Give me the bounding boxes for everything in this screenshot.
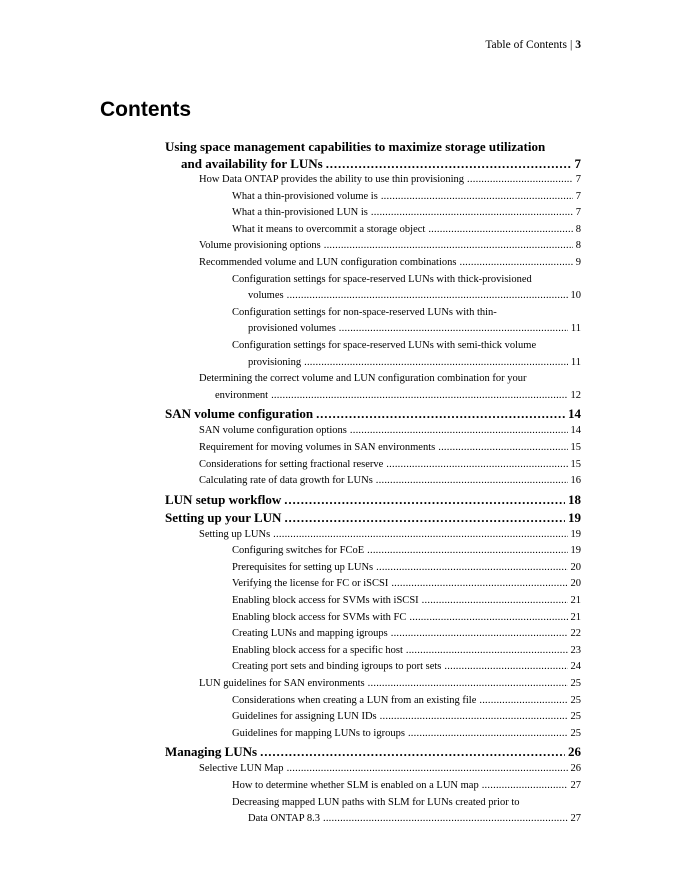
dot-leader [326,155,572,172]
toc-entry[interactable] [165,593,581,610]
toc-entry-title: environment [215,389,269,401]
toc-entry[interactable] [165,543,581,560]
toc-entry-page-number: 11 [570,356,581,368]
toc-entry-title-line1: Configuration settings for space-reserved LUNs with thick-provisioned [232,273,532,285]
toc-entry-title: volumes [248,290,284,302]
toc-entry[interactable] [165,676,581,693]
toc-entry-page-number: 8 [575,240,581,252]
toc-entry-title-line1: Configuration settings for non-space-reserved LUNs with thin- [232,306,497,318]
dot-leader [408,726,568,743]
toc-entry-title: Recommended volume and LUN configuration combinations [199,256,457,268]
dot-leader [391,576,567,593]
toc-entry[interactable] [165,527,581,544]
toc-entry-page-number: 7 [575,174,581,185]
toc-entry-title: What a thin-provisioned volume is [232,190,378,202]
toc-entry[interactable] [165,172,581,189]
toc-entry-page-number: 7 [575,207,581,219]
toc-entry-page-number: 22 [570,628,581,640]
toc-entry[interactable] [165,473,581,490]
toc-entry-page-number: 25 [570,727,581,739]
dot-leader [380,709,568,726]
dot-leader [422,593,568,610]
toc-entry-page-number: 20 [570,561,581,573]
header-separator: | [569,39,573,51]
toc-entry-title: Prerequisites for setting up LUNs [232,561,374,573]
toc-entry-title: Configuring switches for FCoE [232,545,365,557]
page-title: Contents [100,98,191,121]
toc-entry-page-number: 9 [575,256,581,268]
toc-entry-title-line1: Determining the correct volume and LUN configuration combination for your [199,373,527,385]
dot-leader [304,355,568,372]
toc-entry-title: What it means to overcommit a storage object [232,223,426,235]
toc-entry-title-line1: Decreasing mapped LUN paths with SLM for LUNs created prior to [232,796,520,808]
toc-entry[interactable] [165,138,581,172]
header-section: Table of Contents [485,39,567,51]
toc-entry-title: Setting up your LUN [165,509,282,525]
toc-entry[interactable] [165,743,581,760]
toc-entry[interactable] [165,205,581,222]
dot-leader [371,205,573,222]
toc-entry-title-line1: Configuration settings for space-reserved LUNs with semi-thick volume [232,339,537,351]
toc-entry-page-number: 21 [570,611,581,623]
toc-entry-title: Verifying the license for FC or iSCSI [232,578,389,590]
toc-entry[interactable] [165,709,581,726]
toc-entry-title: Considerations for setting fractional reserve [199,458,384,470]
toc-entry-title: Creating port sets and binding igroups to port sets [232,661,442,673]
toc-entry[interactable] [165,610,581,627]
toc-entry[interactable] [165,626,581,643]
toc-entry[interactable] [165,509,581,526]
dot-leader [438,440,567,457]
dot-leader [444,659,567,676]
dot-leader [273,527,567,544]
toc-entry-page-number: 19 [570,545,581,557]
toc-entry-page-number: 27 [570,780,581,791]
toc-entry-title: LUN setup workflow [165,491,282,507]
dot-leader [367,543,567,560]
dot-leader [406,643,568,660]
dot-leader [479,693,567,710]
toc-entry-title: Managing LUNs [165,744,258,760]
toc-entry-page-number: 26 [570,763,581,775]
dot-leader [368,676,568,693]
toc-entry-page-number: 21 [570,595,581,607]
toc-entry[interactable] [165,761,581,778]
dot-leader [409,610,567,627]
toc-entry[interactable] [165,222,581,239]
header-page-number: 3 [575,39,581,51]
toc-entry-title: Enabling block access for SVMs with FC [232,611,407,623]
toc-entry-page-number: 26 [568,744,581,760]
toc-entry-page-number: 25 [570,678,581,690]
toc-entry-title: Enabling block access for SVMs with iSCSI [232,595,419,607]
toc-entry[interactable] [165,576,581,593]
running-header [485,39,581,51]
toc-entry[interactable] [165,255,581,272]
table-of-contents [165,138,581,828]
toc-entry-page-number: 14 [570,425,581,437]
toc-entry[interactable] [165,795,581,828]
dot-leader [376,473,568,490]
toc-entry[interactable] [165,778,581,795]
toc-entry-title: LUN guidelines for SAN environments [199,678,365,690]
toc-entry-title: Guidelines for mapping LUNs to igroups [232,727,405,739]
dot-leader [271,388,567,405]
dot-leader [381,189,573,206]
toc-entry-title: Volume provisioning options [199,240,321,252]
dot-leader [323,811,568,828]
toc-entry-title: Setting up LUNs [199,528,271,540]
toc-entry-page-number: 10 [570,290,581,302]
toc-entry-page-number: 15 [570,458,581,470]
toc-entry-page-number: 27 [570,813,581,825]
toc-entry[interactable] [165,659,581,676]
toc-entry[interactable] [165,305,581,338]
toc-entry-page-number: 18 [568,491,581,507]
toc-entry[interactable] [165,457,581,474]
toc-entry-page-number: 20 [570,578,581,590]
dot-leader [391,626,568,643]
dot-leader [428,222,572,239]
dot-leader [376,560,567,577]
toc-entry-page-number: 16 [570,475,581,487]
toc-entry[interactable] [165,189,581,206]
toc-entry-page-number: 7 [575,190,581,202]
toc-entry-page-number: 23 [570,644,581,656]
toc-entry-title: What a thin-provisioned LUN is [232,207,368,219]
toc-entry[interactable] [165,440,581,457]
toc-entry-title: and availability for LUNs [181,156,323,171]
dot-leader [482,778,568,795]
toc-entry[interactable] [165,405,581,422]
toc-entry[interactable] [165,272,581,305]
toc-entry-title: Calculating rate of data growth for LUNs [199,475,373,487]
toc-entry-title: Creating LUNs and mapping igroups [232,628,388,640]
toc-entry[interactable] [165,371,581,404]
toc-entry-title: provisioning [248,356,302,368]
toc-entry-title-line1: Using space management capabilities to maximize storage utilization [165,139,546,154]
toc-entry[interactable] [165,491,581,508]
toc-entry-title: SAN volume configuration [165,406,314,422]
toc-entry-title: provisioned volumes [248,323,336,335]
toc-entry-title: Data ONTAP 8.3 [248,813,320,825]
toc-entry-title: Guidelines for assigning LUN IDs [232,711,377,723]
dot-leader [339,321,568,338]
toc-entry-page-number: 19 [568,509,581,525]
toc-entry-page-number: 15 [570,441,581,453]
dot-leader [350,423,568,440]
dot-leader [287,761,568,778]
dot-leader [467,172,573,189]
dot-leader [459,255,572,272]
toc-entry-title: Considerations when creating a LUN from an existing file [232,694,477,706]
dot-leader [316,405,565,422]
toc-entry-page-number: 25 [570,711,581,723]
toc-entry-page-number: 7 [574,156,581,171]
toc-entry[interactable] [165,726,581,743]
toc-entry[interactable] [165,423,581,440]
toc-entry[interactable] [165,693,581,710]
toc-entry-page-number: 24 [570,661,581,673]
toc-entry-title: How Data ONTAP provides the ability to use thin provisioning [199,174,465,185]
toc-entry[interactable] [165,338,581,371]
toc-entry-title: Selective LUN Map [199,763,284,775]
toc-entry[interactable] [165,643,581,660]
toc-entry[interactable] [165,238,581,255]
dot-leader [386,457,567,474]
toc-entry-title: Requirement for moving volumes in SAN environments [199,441,436,453]
dot-leader [284,509,565,526]
dot-leader [287,288,568,305]
toc-entry-page-number: 8 [575,223,581,235]
toc-entry-title: Enabling block access for a specific host [232,644,403,656]
toc-entry-page-number: 14 [568,406,581,422]
dot-leader [324,238,573,255]
toc-entry-title: How to determine whether SLM is enabled on a LUN map [232,780,479,791]
dot-leader [284,491,565,508]
toc-entry-title: SAN volume configuration options [199,425,347,437]
toc-entry-page-number: 12 [570,389,581,401]
toc-entry-page-number: 25 [570,694,581,706]
toc-entry-page-number: 11 [570,323,581,335]
toc-entry-page-number: 19 [570,528,581,540]
dot-leader [260,743,565,760]
toc-entry[interactable] [165,560,581,577]
